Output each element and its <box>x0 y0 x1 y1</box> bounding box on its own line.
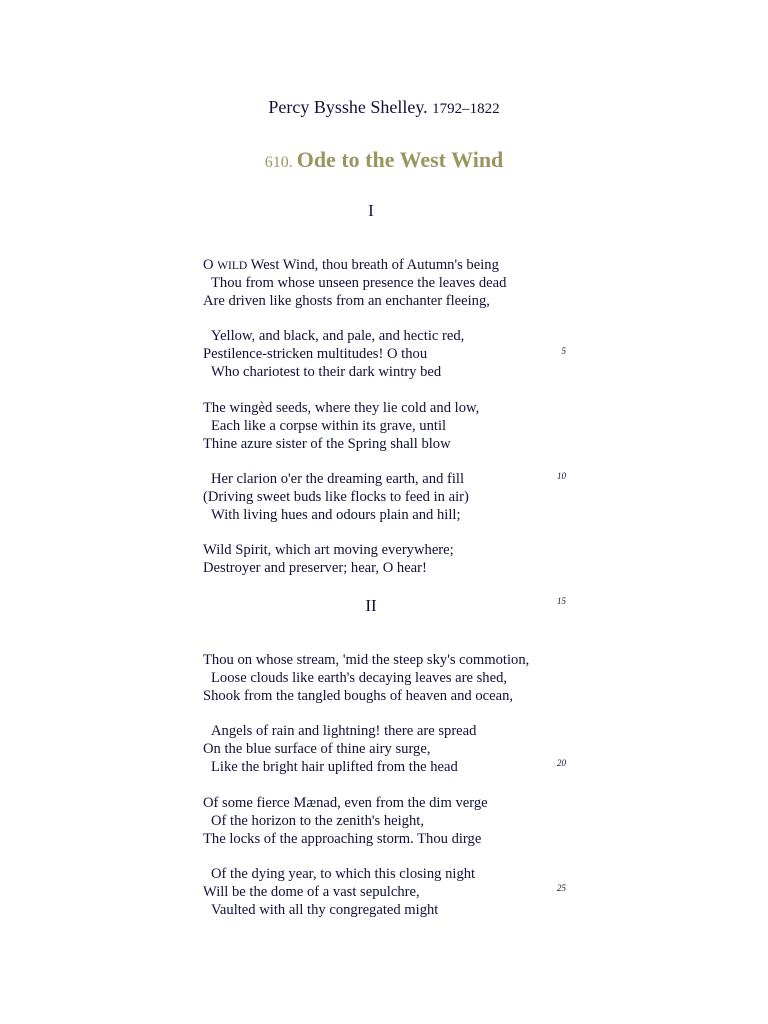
poem-line: Like the bright hair uplifted from the head <box>211 759 458 775</box>
line-number: 5 <box>561 346 566 356</box>
line-number: 25 <box>557 883 566 893</box>
poem-line: Destroyer and preserver; hear, O hear! <box>203 560 427 576</box>
poem-number: 610. <box>264 154 293 171</box>
author-name: Percy Bysshe Shelley. <box>268 97 428 117</box>
poem-line: Of the horizon to the zenith's height, <box>211 813 424 829</box>
poem-line: Loose clouds like earth's decaying leaves are shed, <box>211 670 508 686</box>
section-heading-2: II <box>365 596 377 615</box>
poem-line: Of the dying year, to which this closing night <box>211 866 476 882</box>
poem-line: On the blue surface of thine airy surge, <box>203 741 431 757</box>
poem-line: With living hues and odours plain and hill; <box>211 507 461 523</box>
poem-line: Angels of rain and lightning! there are spread <box>211 723 477 739</box>
line-number: 10 <box>557 471 566 481</box>
poem-line: (Driving sweet buds like flocks to feed in air) <box>203 489 469 505</box>
poem-line: Pestilence-stricken multitudes! O thou <box>203 346 428 362</box>
poem-line: Each like a corpse within its grave, until <box>211 418 447 434</box>
poem-line: Thine azure sister of the Spring shall blow <box>203 436 451 452</box>
poem-title-row <box>0 146 768 177</box>
poem-line: O WILD West Wind, thou breath of Autumn's being <box>203 257 499 273</box>
author-dates: 1792–1822 <box>432 101 500 117</box>
poem-line: Yellow, and black, and pale, and hectic red, <box>211 328 465 344</box>
line-number: 15 <box>557 596 566 606</box>
section-heading-1: I <box>368 201 374 220</box>
poem-line: Who chariotest to their dark wintry bed <box>211 364 442 380</box>
poem-line: Of some fierce Mænad, even from the dim verge <box>203 795 488 811</box>
author-heading <box>0 96 768 120</box>
poem-line: Shook from the tangled boughs of heaven and ocean, <box>203 688 514 704</box>
poem-line: Will be the dome of a vast sepulchre, <box>203 884 420 900</box>
poem-line: Wild Spirit, which art moving everywhere; <box>203 542 454 558</box>
poem-title: Ode to the West Wind <box>296 147 504 172</box>
poem-line: Are driven like ghosts from an enchanter fleeing, <box>203 293 490 309</box>
poem-line: Her clarion o'er the dreaming earth, and fill <box>211 471 465 487</box>
poem-line: Thou from whose unseen presence the leaves dead <box>211 275 507 291</box>
small-caps-word: WILD <box>217 260 248 272</box>
poem-line: Thou on whose stream, 'mid the steep sky's commotion, <box>203 652 530 668</box>
poem-line: The locks of the approaching storm. Thou dirge <box>203 831 482 847</box>
poem-line: The wingèd seeds, where they lie cold and low, <box>203 400 480 416</box>
poem-line: Vaulted with all thy congregated might <box>211 902 439 918</box>
line-number: 20 <box>557 758 566 768</box>
